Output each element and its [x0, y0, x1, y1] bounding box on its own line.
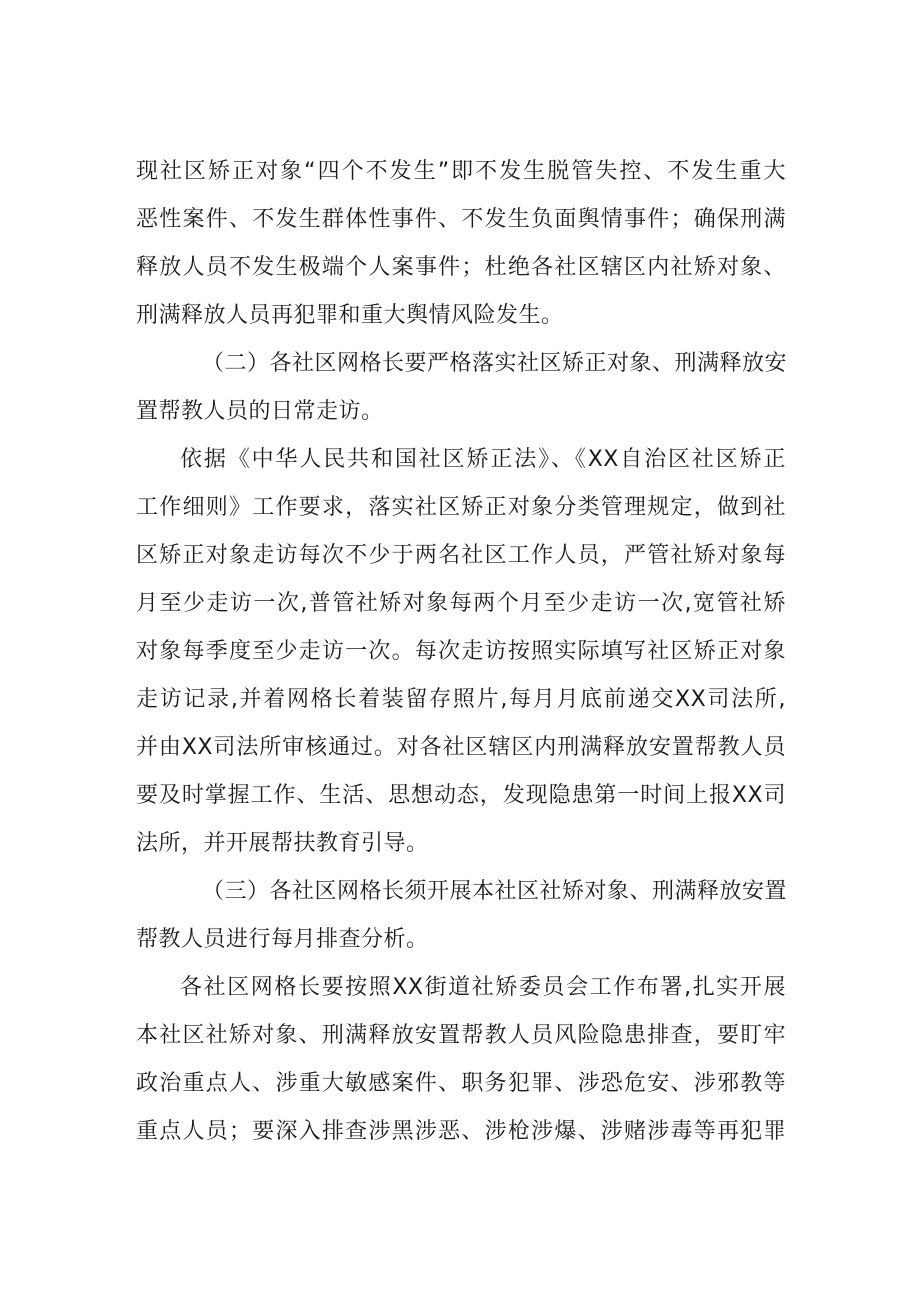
body-text-line: 并由XX司法所审核通过。对各社区辖区内刑满释放安置帮教人员	[136, 735, 786, 760]
body-text-line: 刑满释放人员再犯罪和重大舆情风险发生。	[136, 303, 564, 328]
section-heading-line: （二）各社区网格长要严格落实社区矫正对象、刑满释放安	[202, 351, 788, 376]
body-text-line: 月至少走访一次,普管社矫对象每两个月至少走访一次,宽管社矫	[136, 591, 786, 616]
body-text-line: 走访记录,并着网格长着装留存照片,每月月底前递交XX司法所,	[136, 687, 786, 712]
body-text-line: 法所，并开展帮扶教育引导。	[136, 831, 429, 856]
body-text-line: 恶性案件、不发生群体性事件、不发生负面舆情事件；确保刑满	[136, 207, 786, 232]
body-text-line: 释放人员不发生极端个人案事件；杜绝各社区辖区内社矫对象、	[136, 255, 786, 280]
body-text-line: 要及时掌握工作、生活、思想动态，发现隐患第一时间上报XX司	[136, 783, 786, 808]
section-heading-line: （三）各社区网格长须开展本社区社矫对象、刑满释放安置	[202, 879, 788, 904]
body-text-line: 现社区矫正对象“四个不发生”即不发生脱管失控、不发生重大	[136, 159, 786, 184]
body-text-line: 区矫正对象走访每次不少于两名社区工作人员，严管社矫对象每	[136, 543, 786, 568]
body-text-line: 本社区社矫对象、刑满释放安置帮教人员风险隐患排查，要盯牢	[136, 1023, 786, 1048]
body-text-line: 对象每季度至少走访一次。每次走访按照实际填写社区矫正对象	[136, 639, 786, 664]
body-text-line: 政治重点人、涉重大敏感案件、职务犯罪、涉恐危安、涉邪教等	[136, 1071, 786, 1096]
body-text-line: 工作细则》工作要求，落实社区矫正对象分类管理规定，做到社	[136, 495, 786, 520]
section-heading-line: 置帮教人员的日常走访。	[136, 399, 384, 424]
body-text-line: 各社区网格长要按照XX街道社矫委员会工作布署,扎实开展	[180, 975, 786, 1000]
section-heading-line: 帮教人员进行每月排查分析。	[136, 927, 429, 952]
body-text-line: 重点人员；要深入排查涉黑涉恶、涉枪涉爆、涉赌涉毒等再犯罪	[136, 1119, 786, 1144]
body-text-line: 依据《中华人民共和国社区矫正法》、《XX自治区社区矫正	[180, 447, 786, 472]
